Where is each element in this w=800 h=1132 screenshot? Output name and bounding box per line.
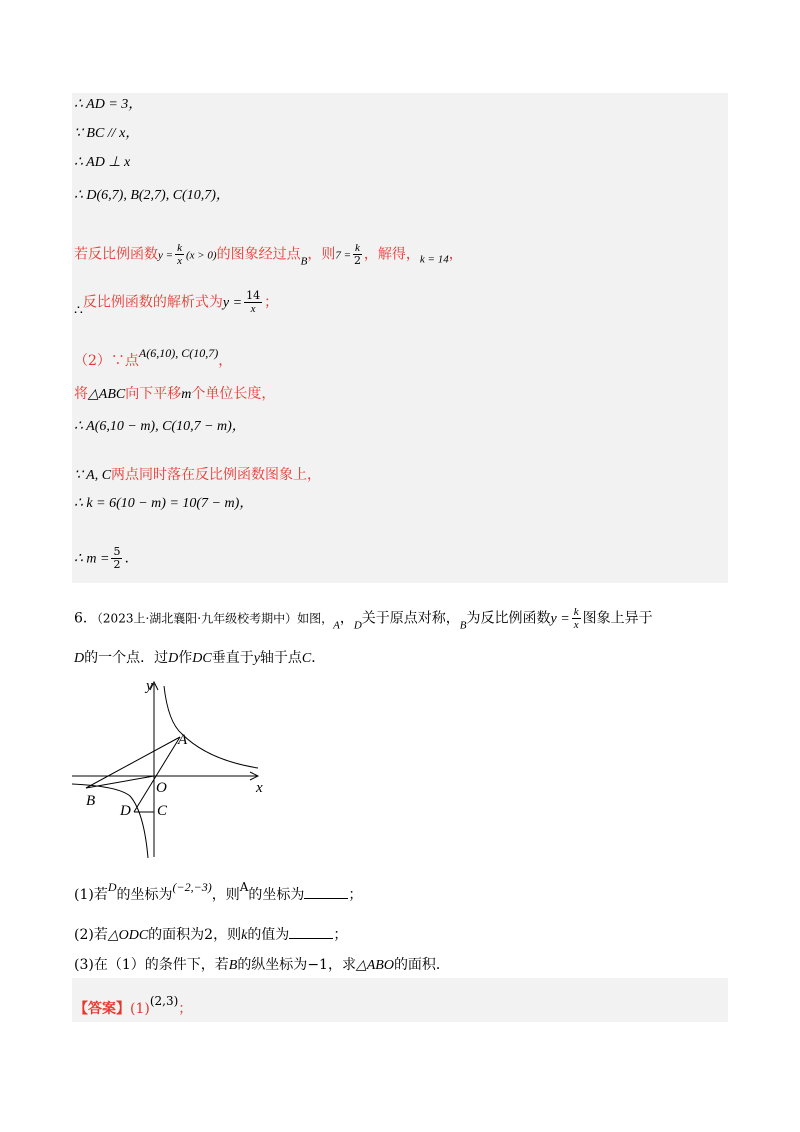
hyperbola-branch-left [72,784,148,858]
answer-blank-1[interactable] [304,886,348,899]
sol-line-2: ∵ BC // x， [74,126,140,141]
part-1: (1)若D的坐标为(−2,−3)，则A的坐标为 ； [74,880,363,903]
sol-line-7: （2）∵点A(6,10), C(10,7)， [74,346,233,369]
label-B: B [86,793,96,809]
sol-line-11: ∴ k = 6(10 − m) = 10(7 − m)， [74,496,254,511]
part-3: (3)在（1）的条件下，若B的纵坐标为−1，求△ABO的面积． [74,957,450,973]
sol-line-5: 若反比例函数y = $\frac{k}{x}$ (x > 0)的图象经过点$_B$，则7 = $\frac{k}{2}$ ，解得，$_{k = 14}$， [74,242,463,268]
sol-line-12: ∴ m = $\frac{5}{2}$ . [74,545,129,571]
hyperbola-figure [68,672,274,862]
label-C: C [157,803,168,819]
label-x: x [256,780,263,796]
question-6-line-2: D的一个点．过D作DC垂直于y轴于点C． [74,650,326,666]
label-A: A [178,732,188,748]
question-6-line-1: 6．（2023上·湖北襄阳·九年级校考期中）如图，$_A$，$_D$关于原点对称，$_B$为反比例函数y = $\frac{k}{x}$ 图象上异于 [74,606,653,632]
label-O: O [156,780,167,796]
sol-line-8: 将△ABC向下平移m个单位长度， [74,386,276,402]
label-y: y [146,678,153,694]
sol-line-3: ∴ AD ⊥ x [74,155,131,170]
segment-AD [134,737,180,812]
sol-line-4: ∴ D(6,7), B(2,7), C(10,7)， [74,188,230,203]
label-D: D [120,803,131,819]
answer-blank-2[interactable] [289,926,333,939]
sol-line-9: ∴ A(6,10 − m), C(10,7 − m)， [74,419,246,434]
hyperbola-branch-right [164,686,258,768]
sol-line-10: ∵ A, C两点同时落在反比例函数图象上， [74,467,322,483]
answer-line: 【答案】(1)(2,3)； [74,994,193,1017]
sol-line-6: ∴反比例函数的解析式为y = $\frac{14}{x}$ ； [74,289,279,319]
sol-line-1: ∴ AD = 3， [74,97,143,112]
part-2: (2)若△ODC的面积为2，则k的值为 ； [74,927,348,943]
